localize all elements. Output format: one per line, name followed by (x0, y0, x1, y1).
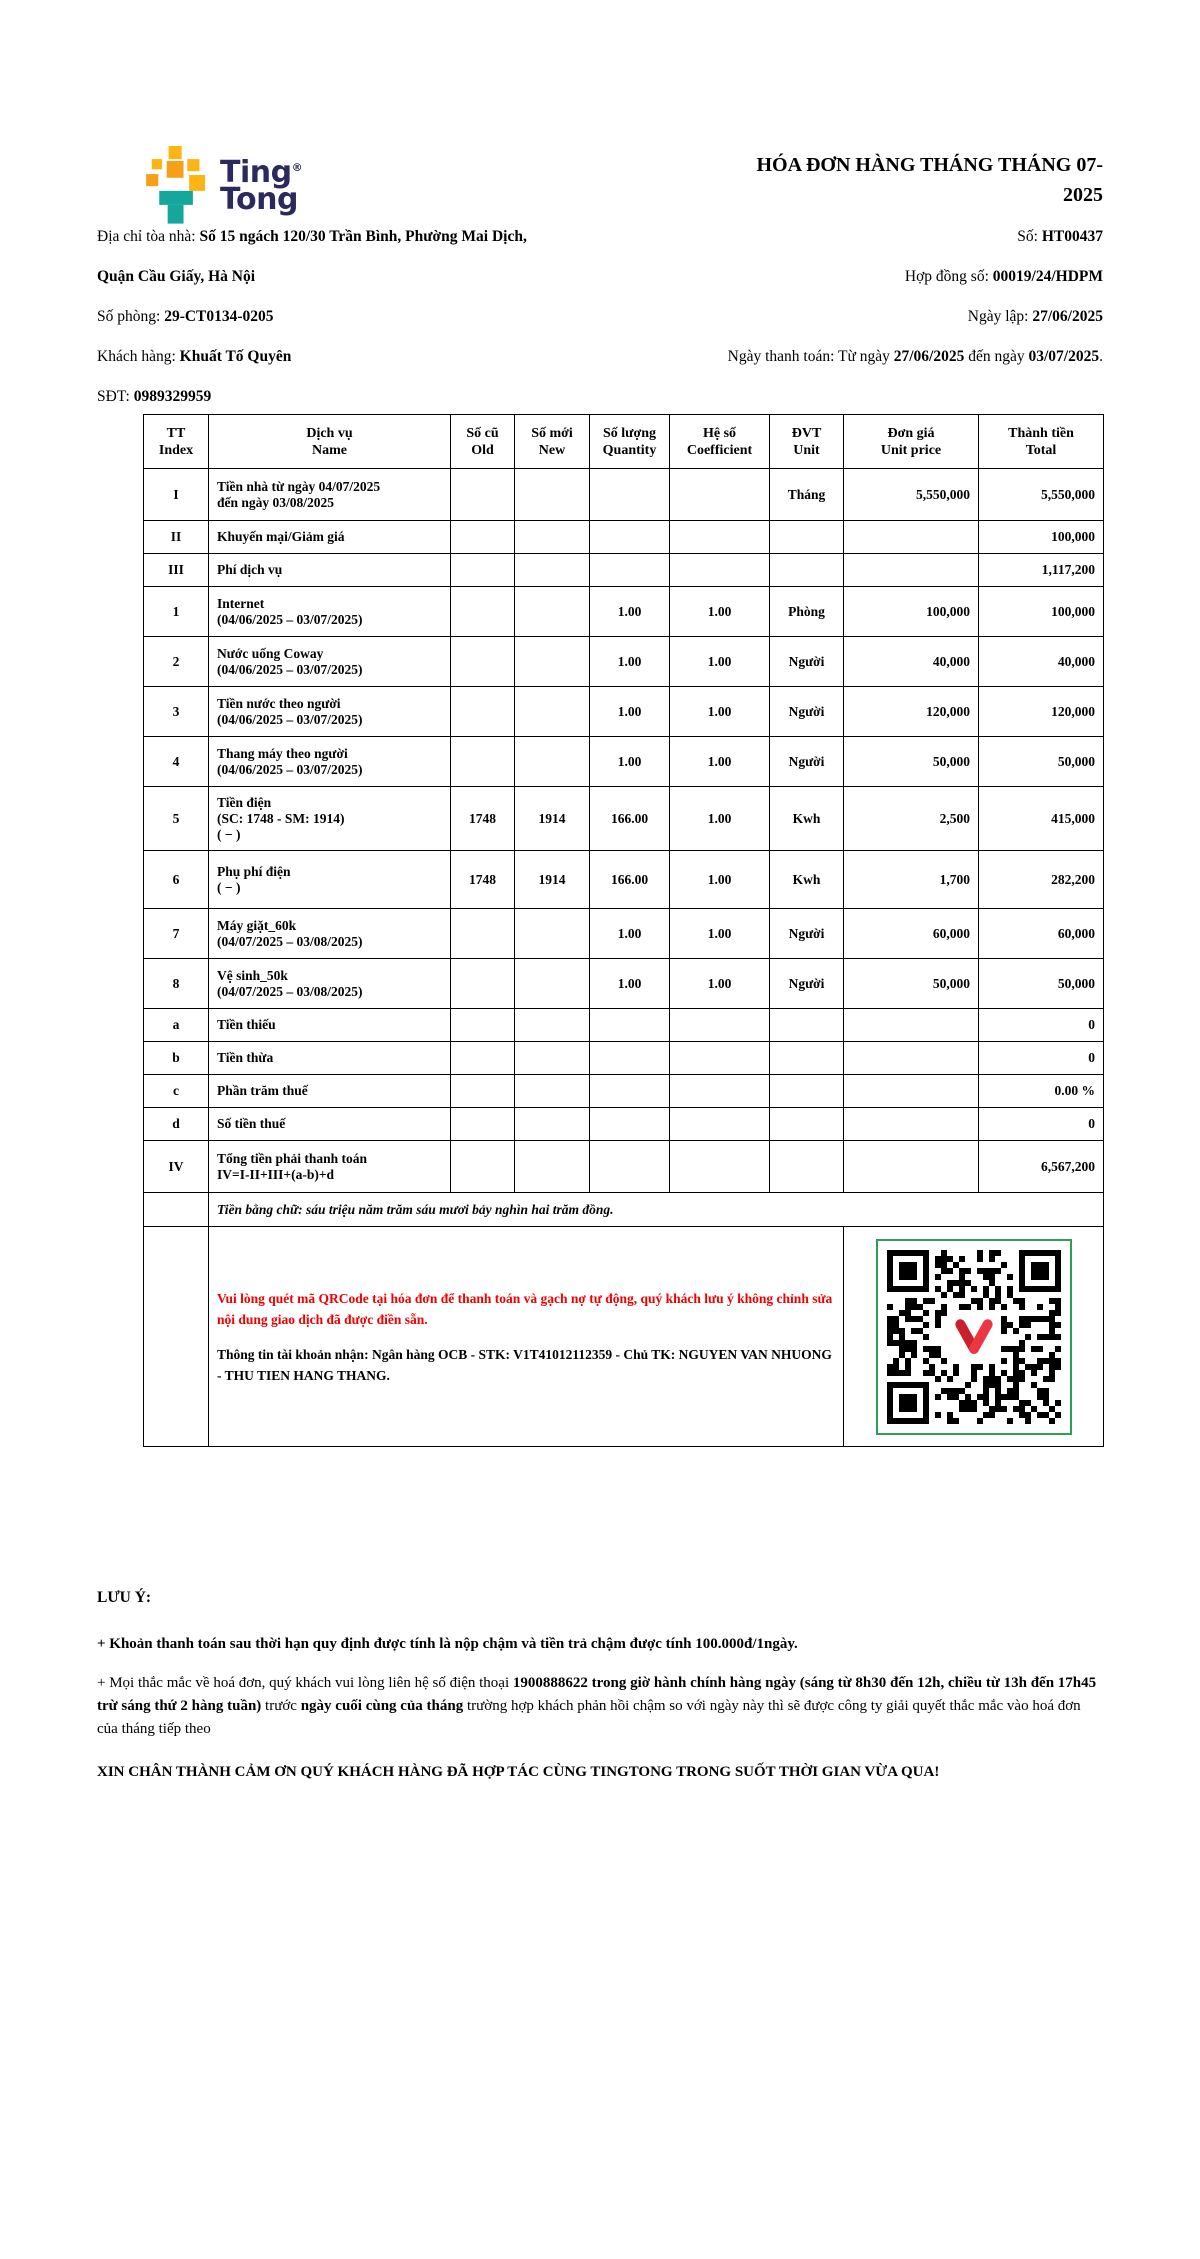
cell-unit: Người (770, 637, 844, 687)
cell-name (209, 1141, 451, 1193)
text-segment: đến ngày (964, 348, 1029, 365)
table-row (144, 787, 1104, 851)
red-v-logo-icon (952, 1317, 996, 1357)
invoice-meta-info (728, 226, 1103, 386)
cell-new (515, 554, 590, 587)
service-name-line: (04/06/2025 – 03/07/2025) (217, 661, 363, 677)
table-row (144, 737, 1104, 787)
cell-total: 1,117,200 (979, 554, 1104, 587)
cell-price: 40,000 (844, 637, 979, 687)
table-row (144, 1009, 1104, 1042)
info-line (728, 226, 1103, 247)
cell-coef: 1.00 (670, 851, 770, 909)
cell-idx: 6 (144, 851, 209, 909)
column-header-vi: Số cũ (466, 425, 499, 441)
cell-coef (670, 469, 770, 521)
cell-qty (590, 469, 670, 521)
cell-price (844, 1108, 979, 1141)
service-name-line: Phí dịch vụ (217, 562, 283, 577)
text-segment: Hợp đồng số: (904, 268, 993, 285)
cell-qty (590, 521, 670, 554)
service-name-line: Tiền thừa (217, 1050, 274, 1065)
cell-name (209, 587, 451, 637)
cell-price: 50,000 (844, 959, 979, 1009)
cell-idx (144, 1227, 209, 1447)
amount-in-words-value: sáu triệu năm trăm sáu mươi bảy nghìn hai trăm đồng. (305, 1201, 614, 1217)
cell-idx: 7 (144, 909, 209, 959)
service-name-line: (04/06/2025 – 03/07/2025) (217, 611, 363, 627)
column-header-vi: Đơn giá (887, 425, 935, 441)
cell-old (451, 687, 515, 737)
invoice-title (583, 150, 1103, 210)
service-name-line: (04/06/2025 – 03/07/2025) (217, 761, 363, 777)
cell-coef (670, 521, 770, 554)
brand-logo (144, 146, 302, 232)
cell-name (209, 469, 451, 521)
table-row (144, 959, 1104, 1009)
column-header-vi: Thành tiền (1008, 425, 1074, 441)
invoice-title-line1: HÓA ĐƠN HÀNG THÁNG THÁNG 07- (756, 154, 1103, 176)
invoice-table (143, 414, 1104, 1447)
table-header-row (144, 415, 1104, 469)
column-header-en: Unit (793, 442, 820, 458)
cell-old: 1748 (451, 787, 515, 851)
cell-new (515, 469, 590, 521)
cell-unit: Tháng (770, 469, 844, 521)
text-segment: Số: (1017, 228, 1042, 245)
cell-idx (144, 1193, 209, 1227)
payment-instructions-cell (209, 1227, 844, 1447)
column-header (451, 415, 515, 469)
cell-name (209, 851, 451, 909)
cell-qty (590, 1108, 670, 1141)
cell-total: 282,200 (979, 851, 1104, 909)
cell-old (451, 587, 515, 637)
cell-price (844, 1042, 979, 1075)
text-segment: 27/06/2025 (1032, 308, 1103, 325)
service-name-line: Tiền điện (217, 794, 272, 810)
service-name-line: (04/06/2025 – 03/07/2025) (217, 711, 363, 727)
column-header (670, 415, 770, 469)
info-line (728, 306, 1103, 327)
service-name-line: ( − ) (217, 826, 241, 842)
cell-total: 0 (979, 1009, 1104, 1042)
text-segment: 0989329959 (133, 388, 212, 405)
service-name-line: Phần trăm thuế (217, 1083, 308, 1098)
cell-idx: III (144, 554, 209, 587)
column-header-en: Coefficient (686, 442, 753, 458)
info-line (97, 386, 527, 407)
qr-code-box (876, 1239, 1072, 1435)
amount-in-words-label: Tiền bằng chữ: (217, 1201, 306, 1217)
cell-old (451, 1009, 515, 1042)
cell-price: 60,000 (844, 909, 979, 959)
cell-coef (670, 1075, 770, 1108)
cell-coef (670, 1108, 770, 1141)
cell-idx: 4 (144, 737, 209, 787)
cell-new (515, 587, 590, 637)
cell-total: 100,000 (979, 587, 1104, 637)
text-segment: NGUYEN VAN NHUONG - THU TIEN HANG THANG (217, 1346, 832, 1383)
cell-coef: 1.00 (670, 787, 770, 851)
cell-unit (770, 1141, 844, 1193)
footer-note (97, 1633, 1105, 1656)
text-segment: Ngày thanh toán: Từ ngày (727, 348, 894, 365)
service-name-line: Khuyến mại/Giảm giá (217, 529, 345, 544)
text-segment: SĐT: (97, 388, 134, 405)
column-header (590, 415, 670, 469)
cell-total: 0 (979, 1042, 1104, 1075)
text-segment: V1T41012112359 (513, 1346, 613, 1362)
cell-idx: II (144, 521, 209, 554)
column-header (979, 415, 1104, 469)
cell-qty (590, 554, 670, 587)
table-row (144, 909, 1104, 959)
cell-price: 1,700 (844, 851, 979, 909)
service-name-line: Nước uống Coway (217, 645, 324, 661)
service-name-line: Số tiền thuế (217, 1116, 286, 1131)
cell-qty (590, 1009, 670, 1042)
cell-new (515, 1042, 590, 1075)
cell-qty: 1.00 (590, 637, 670, 687)
info-line (97, 266, 527, 287)
cell-qty: 166.00 (590, 787, 670, 851)
cell-qty: 166.00 (590, 851, 670, 909)
cell-price (844, 1075, 979, 1108)
footer-note (97, 1586, 1105, 1609)
text-segment: XIN CHÂN THÀNH CẢM ƠN QUÝ KHÁCH HÀNG ĐÃ HỢP TÁC CÙNG TINGTONG TRONG SUỐT THỜI GIAN VỪA QUA! (97, 1764, 940, 1780)
cell-coef: 1.00 (670, 909, 770, 959)
cell-new (515, 737, 590, 787)
cell-unit: Kwh (770, 787, 844, 851)
text-segment: 00019/24/HDPM (992, 268, 1103, 285)
cell-new (515, 1141, 590, 1193)
cell-old (451, 554, 515, 587)
receiving-account-info (217, 1344, 835, 1386)
cell-coef: 1.00 (670, 687, 770, 737)
service-name-line: Phụ phí điện (217, 863, 291, 879)
table-row (144, 1141, 1104, 1193)
amount-in-words-row (144, 1193, 1104, 1227)
amount-in-words-cell (209, 1193, 1104, 1227)
cell-unit: Người (770, 687, 844, 737)
info-line (728, 346, 1103, 367)
cell-old (451, 959, 515, 1009)
service-name-line: ( − ) (217, 879, 241, 895)
column-header-en: New (538, 442, 566, 458)
column-header-vi: ĐVT (791, 425, 822, 441)
text-segment: HT00437 (1041, 228, 1103, 245)
cell-coef: 1.00 (670, 637, 770, 687)
cell-idx: I (144, 469, 209, 521)
cell-qty: 1.00 (590, 737, 670, 787)
cell-total: 415,000 (979, 787, 1104, 851)
table-row (144, 554, 1104, 587)
cell-total: 50,000 (979, 737, 1104, 787)
table-row (144, 1042, 1104, 1075)
cell-price (844, 1009, 979, 1042)
cell-name (209, 959, 451, 1009)
cell-new: 1914 (515, 851, 590, 909)
service-name-line: đến ngày 03/08/2025 (217, 494, 335, 510)
cell-unit: Người (770, 959, 844, 1009)
cell-qty: 1.00 (590, 687, 670, 737)
footer-note (97, 1761, 1105, 1784)
cell-unit: Phòng (770, 587, 844, 637)
cell-coef (670, 1042, 770, 1075)
cell-new (515, 521, 590, 554)
cell-name (209, 909, 451, 959)
text-segment: 1900888622 trong giờ hành chính hàng ngày (sáng từ 8h30 đến 12h, chiều từ 13h đến 17h45 trừ sáng thứ 2 hàng tuần) (97, 1675, 1097, 1714)
column-header (515, 415, 590, 469)
text-segment: 27/06/2025 (893, 348, 965, 365)
cell-name (209, 554, 451, 587)
cell-new (515, 1009, 590, 1042)
cell-unit (770, 1075, 844, 1108)
cell-idx: 2 (144, 637, 209, 687)
cell-coef (670, 1009, 770, 1042)
cell-total: 0.00 % (979, 1075, 1104, 1108)
cell-name (209, 1042, 451, 1075)
cell-unit (770, 554, 844, 587)
column-header-en: Quantity (602, 442, 657, 458)
cell-idx: b (144, 1042, 209, 1075)
cell-old (451, 1042, 515, 1075)
column-header-vi: Hệ số (702, 425, 737, 441)
cell-old (451, 737, 515, 787)
building-info (97, 226, 527, 426)
cell-price: 5,550,000 (844, 469, 979, 521)
column-header-en: Total (1025, 442, 1057, 458)
text-segment: Khách hàng: (97, 348, 180, 365)
footer-notes (97, 1586, 1105, 1800)
column-header-en: Name (312, 442, 347, 458)
cell-old (451, 521, 515, 554)
service-name-line: Tiền thiếu (217, 1017, 276, 1032)
text-segment: Số 15 ngách 120/30 Trần Bình, Phường Mai Dịch, (199, 228, 527, 245)
cell-name (209, 687, 451, 737)
cell-total: 40,000 (979, 637, 1104, 687)
qr-red-note: Vui lòng quét mã QRCode tại hóa đơn để thanh toán và gạch nợ tự động, quý khách lưu ý không chỉnh sửa nội dung giao dịch đã được điền sẵn. (217, 1290, 833, 1327)
invoice-title-line2: 2025 (1063, 184, 1103, 206)
cell-old (451, 1108, 515, 1141)
cell-total: 60,000 (979, 909, 1104, 959)
column-header-vi: Số mới (531, 425, 573, 441)
column-header-en: Unit price (880, 442, 942, 458)
table-row (144, 521, 1104, 554)
cell-idx: 1 (144, 587, 209, 637)
service-name-line: (04/07/2025 – 03/08/2025) (217, 933, 363, 949)
cell-coef: 1.00 (670, 737, 770, 787)
qr-code-container (852, 1239, 1095, 1435)
cell-new (515, 959, 590, 1009)
service-name-line: Tổng tiền phải thanh toán (217, 1150, 368, 1166)
column-header (209, 415, 451, 469)
text-segment: trường hợp khách phản hồi chậm so với ngày này thì sẽ được công ty giải quyết thắc mắc vào hoá đơn của tháng tiếp theo (97, 1698, 1081, 1737)
service-name-line: Vệ sinh_50k (217, 967, 288, 983)
qr-payment-row (144, 1227, 1104, 1447)
service-name-line: Tiền nước theo người (217, 695, 341, 711)
qr-code-cell (844, 1227, 1104, 1447)
cell-name (209, 1075, 451, 1108)
text-segment: . (1099, 348, 1103, 365)
column-header (144, 415, 209, 469)
text-segment: Ngày lập: (967, 308, 1033, 325)
table-row (144, 587, 1104, 637)
cell-new (515, 909, 590, 959)
cell-total: 5,550,000 (979, 469, 1104, 521)
cell-price (844, 521, 979, 554)
text-segment: LƯU Ý: (97, 1589, 152, 1606)
column-header (770, 415, 844, 469)
cell-price (844, 1141, 979, 1193)
cell-total: 6,567,200 (979, 1141, 1104, 1193)
cell-unit: Kwh (770, 851, 844, 909)
tingtong-pixel-tree-icon (144, 146, 210, 232)
brand-word-top: Ting® (220, 155, 303, 190)
text-segment: 29-CT0134-0205 (164, 308, 274, 325)
cell-price: 50,000 (844, 737, 979, 787)
cell-coef (670, 554, 770, 587)
text-segment: 03/07/2025 (1028, 348, 1100, 365)
info-line (97, 346, 527, 367)
cell-coef: 1.00 (670, 959, 770, 1009)
cell-unit (770, 521, 844, 554)
text-segment: Khuất Tố Quyên (179, 348, 292, 365)
cell-new (515, 687, 590, 737)
cell-new (515, 1108, 590, 1141)
cell-qty (590, 1075, 670, 1108)
cell-name (209, 521, 451, 554)
text-segment: + Mọi thắc mắc về hoá đơn, quý khách vui lòng liên hệ số điện thoại (97, 1675, 513, 1691)
cell-qty: 1.00 (590, 587, 670, 637)
cell-new: 1914 (515, 787, 590, 851)
text-segment: - Chủ TK: (612, 1346, 679, 1362)
cell-unit (770, 1108, 844, 1141)
cell-old (451, 1141, 515, 1193)
cell-idx: 8 (144, 959, 209, 1009)
cell-old: 1748 (451, 851, 515, 909)
table-row (144, 851, 1104, 909)
cell-unit: Người (770, 909, 844, 959)
cell-price: 2,500 (844, 787, 979, 851)
service-name-line: (SC: 1748 - SM: 1914) (217, 810, 345, 826)
cell-qty (590, 1042, 670, 1075)
cell-total: 120,000 (979, 687, 1104, 737)
brand-word-bottom: Tong (220, 182, 298, 217)
cell-coef: 1.00 (670, 587, 770, 637)
registered-mark: ® (291, 161, 303, 174)
cell-idx: a (144, 1009, 209, 1042)
cell-idx: d (144, 1108, 209, 1141)
cell-unit (770, 1042, 844, 1075)
cell-unit: Người (770, 737, 844, 787)
service-name-line: Tiền nhà từ ngày 04/07/2025 (217, 478, 381, 494)
cell-new (515, 1075, 590, 1108)
cell-idx: 3 (144, 687, 209, 737)
cell-idx: IV (144, 1141, 209, 1193)
table-row (144, 1075, 1104, 1108)
info-line (97, 226, 527, 247)
text-segment: Số phòng: (97, 308, 165, 325)
service-name-line: Máy giặt_60k (217, 917, 297, 933)
cell-total: 100,000 (979, 521, 1104, 554)
brand-logo-text (220, 154, 303, 217)
info-line (97, 306, 527, 327)
column-header-vi: Số lượng (602, 425, 657, 441)
cell-name (209, 1108, 451, 1141)
table-row (144, 637, 1104, 687)
service-name-line: (04/07/2025 – 03/08/2025) (217, 983, 363, 999)
cell-name (209, 637, 451, 687)
cell-name (209, 737, 451, 787)
column-header-vi: Dịch vụ (306, 425, 353, 441)
column-header-en: Index (158, 442, 194, 458)
cell-price: 120,000 (844, 687, 979, 737)
cell-total: 50,000 (979, 959, 1104, 1009)
cell-price (844, 554, 979, 587)
cell-name (209, 787, 451, 851)
cell-unit (770, 1009, 844, 1042)
cell-qty: 1.00 (590, 909, 670, 959)
cell-price: 100,000 (844, 587, 979, 637)
service-name-line: IV=I-II+III+(a-b)+d (217, 1166, 335, 1182)
cell-old (451, 909, 515, 959)
table-row (144, 687, 1104, 737)
cell-name (209, 1009, 451, 1042)
table-row (144, 469, 1104, 521)
cell-qty: 1.00 (590, 959, 670, 1009)
cell-old (451, 469, 515, 521)
cell-coef (670, 1141, 770, 1193)
cell-idx: 5 (144, 787, 209, 851)
text-segment: + Khoản thanh toán sau thời hạn quy định được tính là nộp chậm và tiền trả chậm được tính 100.000đ/1ngày. (97, 1636, 798, 1652)
table-row (144, 1108, 1104, 1141)
text-segment: Thông tin tài khoản nhận: Ngân hàng OCB - STK: (217, 1346, 514, 1362)
text-segment: Địa chỉ tòa nhà: (97, 228, 200, 245)
column-header (844, 415, 979, 469)
cell-idx: c (144, 1075, 209, 1108)
text-segment: Quận Cầu Giấy, Hà Nội (97, 268, 256, 285)
footer-note (97, 1672, 1105, 1741)
column-header-en: Old (471, 442, 494, 458)
text-segment: trước (261, 1698, 301, 1714)
cell-total: 0 (979, 1108, 1104, 1141)
cell-qty (590, 1141, 670, 1193)
text-segment: . (386, 1367, 390, 1383)
text-segment: ngày cuối cùng của tháng (300, 1698, 464, 1714)
cell-old (451, 637, 515, 687)
cell-new (515, 637, 590, 687)
service-name-line: Thang máy theo người (217, 745, 348, 761)
column-header-vi: TT (166, 425, 186, 441)
service-name-line: Internet (217, 595, 265, 611)
info-line (728, 266, 1103, 287)
cell-old (451, 1075, 515, 1108)
